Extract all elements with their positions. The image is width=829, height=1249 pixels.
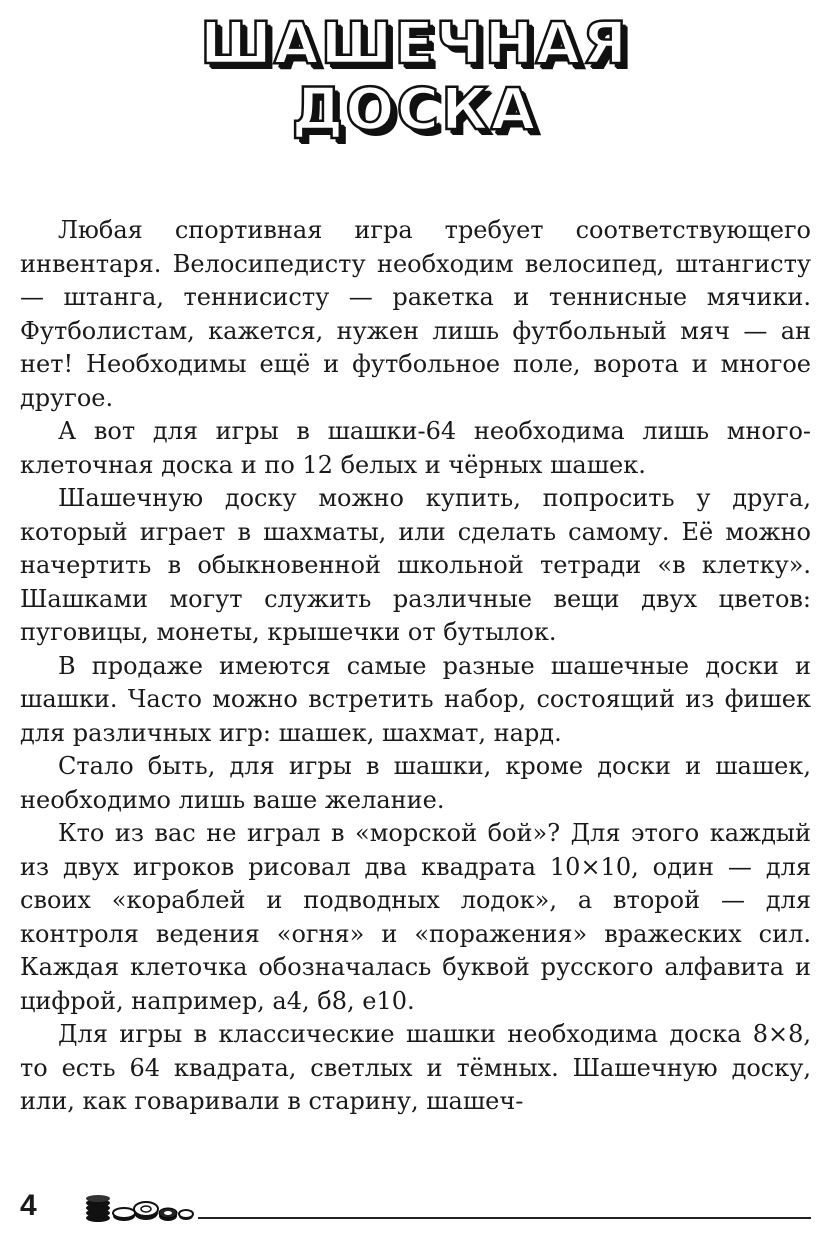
page-footer bbox=[0, 1188, 829, 1228]
paragraph: Стало быть, для игры в шашки, кроме доски и шашек, необходимо лишь ваше желание. bbox=[20, 752, 811, 814]
paragraph: В продаже имеются самые разные шашечные доски и шашки. Часто можно встретить набор, состоящий из фишек для различных игр: шашек, шахмат, нард. bbox=[20, 651, 811, 747]
chapter-title bbox=[0, 10, 829, 142]
checkers-pieces-icon bbox=[82, 1194, 194, 1224]
footer-divider bbox=[198, 1217, 811, 1219]
paragraph: Любая спортивная игра требует соответствующего инвентаря. Велосипедисту необходим велосипед, штангисту — штанга, теннисисту — ракетка и теннисные мячики. Футболистам, кажется, нужен лишь футбольный мяч — ан нет! Необходимы ещё и футбольное поле, ворота и многое другое. bbox=[20, 216, 811, 412]
chapter-title-line-2: ДОСКА bbox=[291, 75, 538, 143]
body-text bbox=[20, 214, 811, 1119]
paragraph: Кто из вас не играл в «морской бой»? Для этого каждый из двух игроков рисовал два квадрата 10×10, один — для своих «кораблей и подводных лодок», а второй — для контроля ведения «огня» и «поражения» вражеских сил. Каждая клеточка обозначалась буквой русского алфавита и цифрой, например, а4, б8, е10. bbox=[20, 819, 811, 1015]
paragraph: А вот для игры в шашки-64 необходима лишь многоклеточная доска и по 12 белых и чёрных шашек. bbox=[20, 417, 811, 479]
page-number: 4 bbox=[20, 1189, 37, 1222]
paragraph: Шашечную доску можно купить, попросить у друга, который играет в шахматы, или сделать самому. Её можно начертить в обыкновенной школьной тетради «в клетку». Шашками могут служить различные вещи двух цветов: пуговицы, монеты, крышечки от бутылок. bbox=[20, 484, 811, 646]
chapter-title-line-1: ШАШЕЧНАЯ bbox=[200, 9, 629, 77]
paragraph: Для игры в классические шашки необходима доска 8×8, то есть 64 квадрата, светлых и тёмных. Шашечную доску, или, как говаривали в старину, шашеч- bbox=[20, 1020, 811, 1115]
